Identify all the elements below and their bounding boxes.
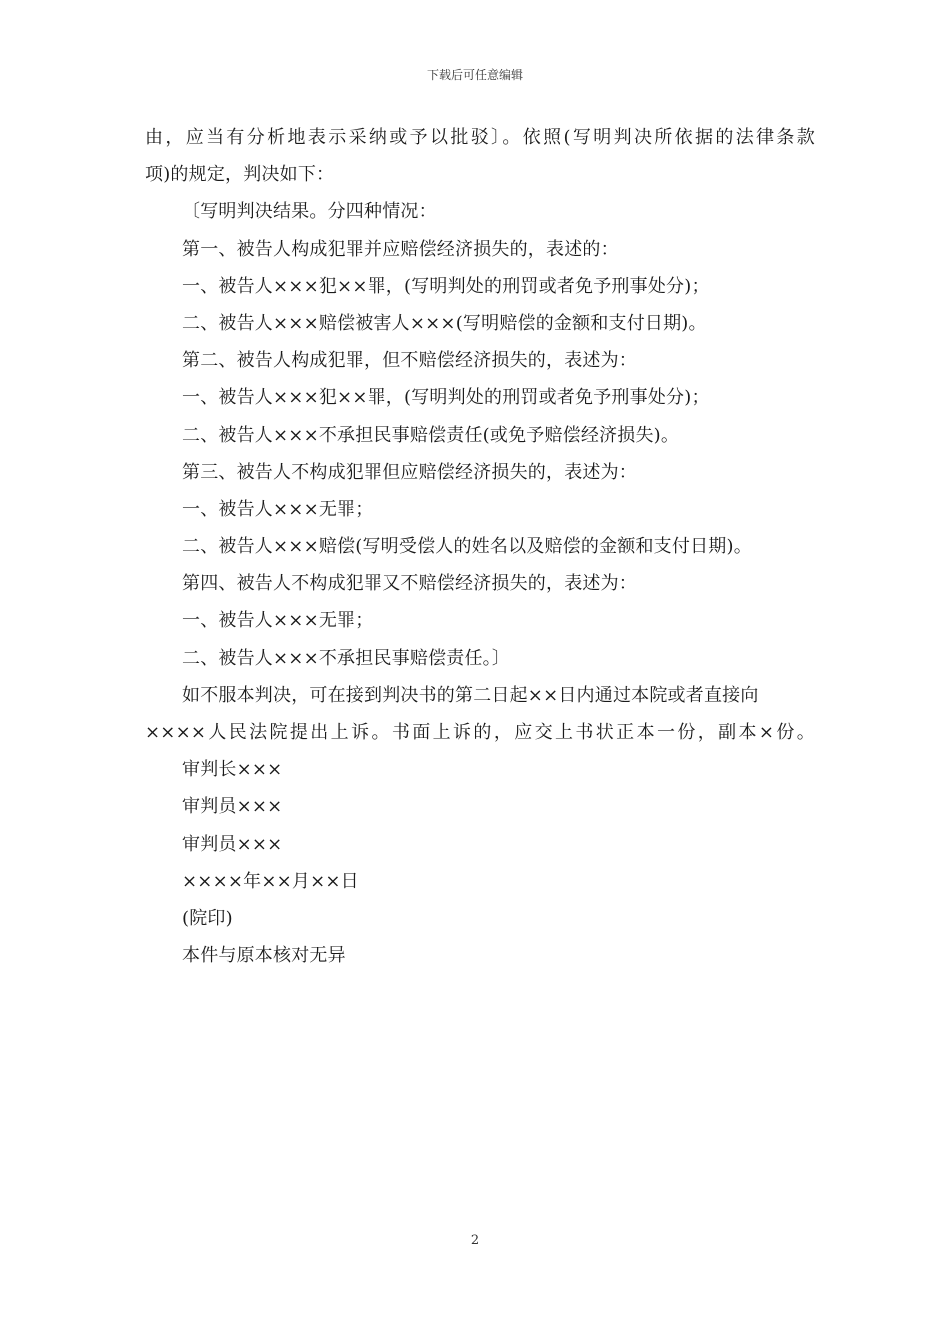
paragraph-line: 二、被告人×××赔偿(写明受偿人的姓名以及赔偿的金额和支付日期)。 (182, 536, 752, 558)
paragraph-line: 一、被告人×××犯××罪，(写明判处的刑罚或者免予刑事处分)； (182, 387, 710, 409)
paragraph-line: 一、被告人×××犯××罪，(写明判处的刑罚或者免予刑事处分)； (182, 275, 710, 297)
paragraph-line: 〔写明判决结果。分四种情况： (182, 201, 437, 223)
paragraph-line: 如不服本判决，可在接到判决书的第二日起××日内通过本院或者直接向 (182, 684, 759, 706)
seal-note: (院印) (182, 907, 233, 929)
paragraph-line: 第三、被告人不构成犯罪但应赔偿经济损失的，表述为： (182, 461, 637, 483)
page-header: 下载后可任意编辑 (426, 68, 523, 82)
date-line: ××××年××月××日 (182, 870, 359, 892)
paragraph-line: 第二、被告人构成犯罪，但不赔偿经济损失的，表述为： (182, 350, 637, 372)
paragraph-line: 第一、被告人构成犯罪并应赔偿经济损失的，表述的： (182, 238, 619, 260)
paragraph-line: 第四、被告人不构成犯罪又不赔偿经济损失的，表述为： (182, 573, 637, 595)
page-number: 2 (470, 1233, 480, 1248)
signature-line: 审判员××× (182, 833, 283, 855)
paragraph-line: 一、被告人×××无罪； (182, 610, 374, 632)
paragraph-line: 二、被告人×××不承担民事赔偿责任(或免予赔偿经济损失)。 (182, 424, 680, 446)
document-body (145, 119, 815, 974)
signature-line: 审判员××× (182, 796, 283, 818)
signature-line: 审判长××× (182, 759, 283, 781)
paragraph-line: 二、被告人×××不承担民事赔偿责任。〕 (182, 647, 511, 669)
verification-note: 本件与原本核对无异 (182, 945, 346, 967)
paragraph-line: ××××人民法院提出上诉。书面上诉的，应交上书状正本一份，副本×份。 (145, 722, 815, 743)
paragraph-line: 由，应当有分析地表示采纳或予以批驳〕。依照(写明判决所依据的法律条款 (145, 127, 815, 148)
paragraph-line: 一、被告人×××无罪； (182, 498, 374, 520)
paragraph-line: 二、被告人×××赔偿被害人×××(写明赔偿的金额和支付日期)。 (182, 312, 707, 334)
paragraph-line: 项)的规定，判决如下： (145, 164, 335, 186)
